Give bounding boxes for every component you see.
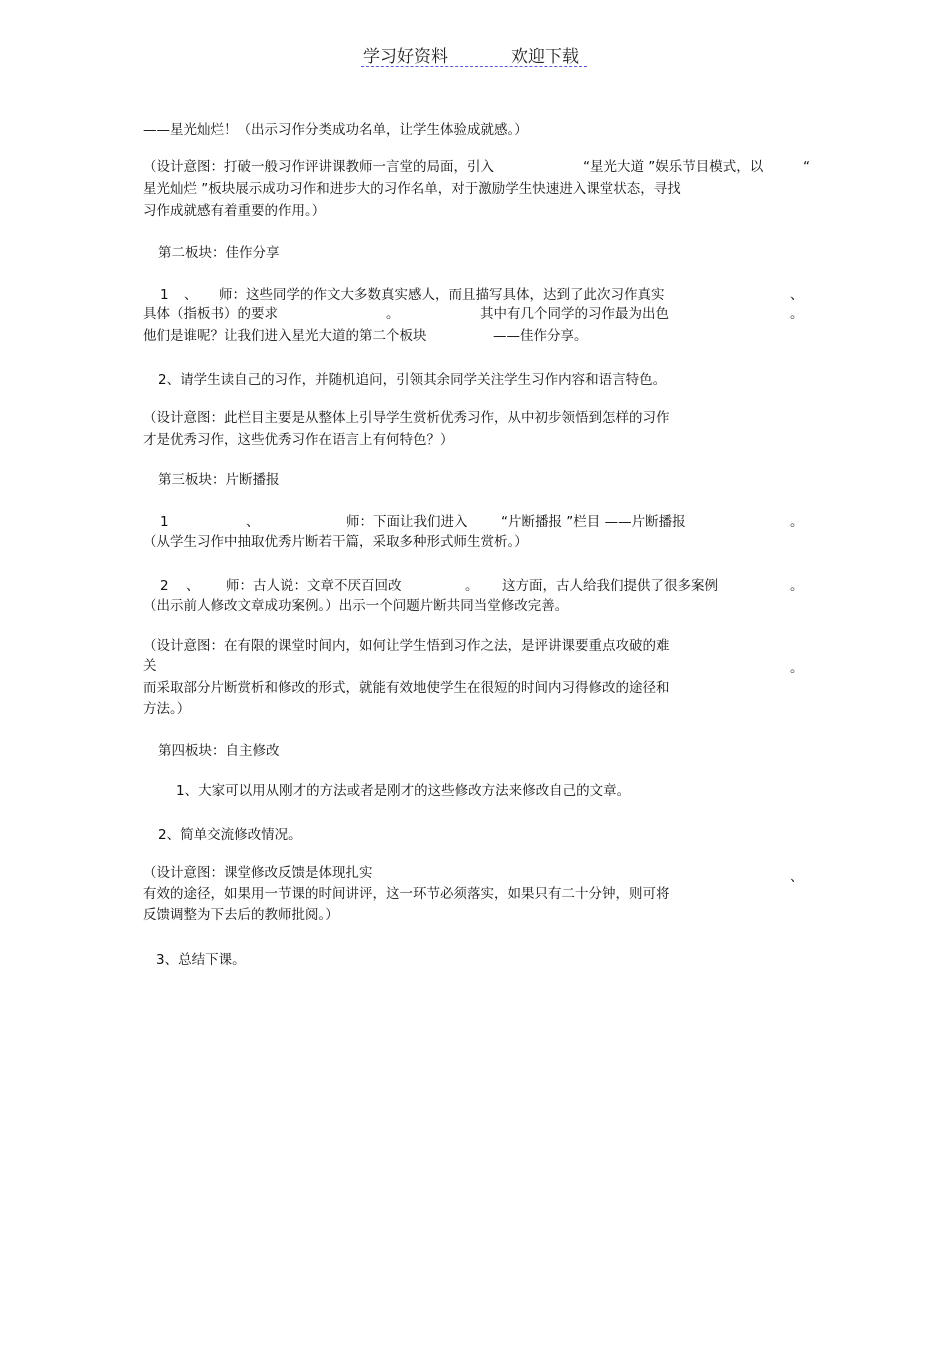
text-line: 。 <box>790 514 804 530</box>
header-left-text: 学习好资料 <box>363 47 448 67</box>
text-line: 、 <box>790 287 804 303</box>
text-line: 师：这些同学的作文大多数真实感人，而且描写具体，达到了此次习作真实 <box>219 287 665 303</box>
text-line: 、 <box>246 514 260 530</box>
text-line: （出示前人修改文章成功案例。）出示一个问题片断共同当堂修改完善。 <box>143 598 569 614</box>
text-line: 3、总结下课。 <box>156 952 246 968</box>
text-line: （设计意图：课堂修改反馈是体现扎实 <box>143 865 373 881</box>
text-line: 而采取部分片断赏析和修改的形式，就能有效地使学生在很短的时间内习得修改的途径和 <box>143 680 670 696</box>
text-line: 其中有几个同学的习作最为出色 <box>480 306 669 322</box>
text-line: 。 <box>386 306 400 322</box>
text-line: 1 <box>160 514 169 530</box>
text-line: 方法。） <box>143 701 191 717</box>
text-line: 师：古人说：文章不厌百回改 <box>226 578 402 594</box>
text-line: 。 <box>790 306 804 322</box>
text-line: （设计意图：此栏目主要是从整体上引导学生赏析优秀习作，从中初步领悟到怎样的习作 <box>143 410 670 426</box>
text-line: ——星光灿烂！（出示习作分类成功名单，让学生体验成就感。） <box>143 122 528 138</box>
text-line: 、 <box>790 869 804 885</box>
text-line: 1、大家可以用从刚才的方法或者是刚才的这些修改方法来修改自己的文章。 <box>176 783 631 799</box>
section-heading: 第四板块：自主修改 <box>158 743 280 759</box>
text-line: 才是优秀习作，这些优秀习作在语言上有何特色？） <box>143 432 454 448</box>
text-line: 2 <box>160 578 169 594</box>
text-line: （从学生习作中抽取优秀片断若干篇，采取多种形式师生赏析。） <box>143 534 528 550</box>
text-line: 师：下面让我们进入 <box>346 514 468 530</box>
text-line: ——佳作分享。 <box>493 328 588 344</box>
header-right-text: 欢迎下载 <box>511 47 579 67</box>
text-line: 。 <box>465 578 479 594</box>
text-line: 2、简单交流修改情况。 <box>158 827 302 843</box>
text-line: 、 <box>186 578 200 594</box>
text-line: “片断播报 ”栏目 ——片断播报 <box>501 514 686 530</box>
text-line: 他们是谁呢？让我们进入星光大道的第二个板块 <box>143 328 427 344</box>
text-line: 习作成就感有着重要的作用。） <box>143 203 326 219</box>
text-line: 反馈调整为下去后的教师批阅。） <box>143 907 339 923</box>
section-heading: 第三板块：片断播报 <box>158 472 280 488</box>
text-line: “ <box>803 159 810 175</box>
text-line: 、 <box>184 287 198 303</box>
text-line: 有效的途径，如果用一节课的时间讲评，这一环节必须落实，如果只有二十分钟，则可将 <box>143 886 670 902</box>
text-line: （设计意图：在有限的课堂时间内，如何让学生悟到习作之法，是评讲课要重点攻破的难 <box>143 638 670 654</box>
text-line: （设计意图：打破一般习作评讲课教师一言堂的局面，引入 <box>143 159 494 175</box>
text-line: 。 <box>790 578 804 594</box>
section-heading: 第二板块：佳作分享 <box>158 245 280 261</box>
text-line: “星光大道 ”娱乐节目模式，以 <box>583 159 764 175</box>
text-line: 2、请学生读自己的习作，并随机追问，引领其余同学关注学生习作内容和语言特色。 <box>158 372 667 388</box>
text-line: 关 <box>143 658 157 674</box>
text-line: 具体（指板书）的要求 <box>143 306 278 322</box>
page-header <box>361 40 587 67</box>
text-line: 。 <box>790 660 804 676</box>
text-line: 这方面，古人给我们提供了很多案例 <box>502 578 718 594</box>
text-line: 1 <box>160 287 169 303</box>
text-line: 星光灿烂 ”板块展示成功习作和进步大的习作名单，对于激励学生快速进入课堂状态，寻找 <box>143 181 681 197</box>
